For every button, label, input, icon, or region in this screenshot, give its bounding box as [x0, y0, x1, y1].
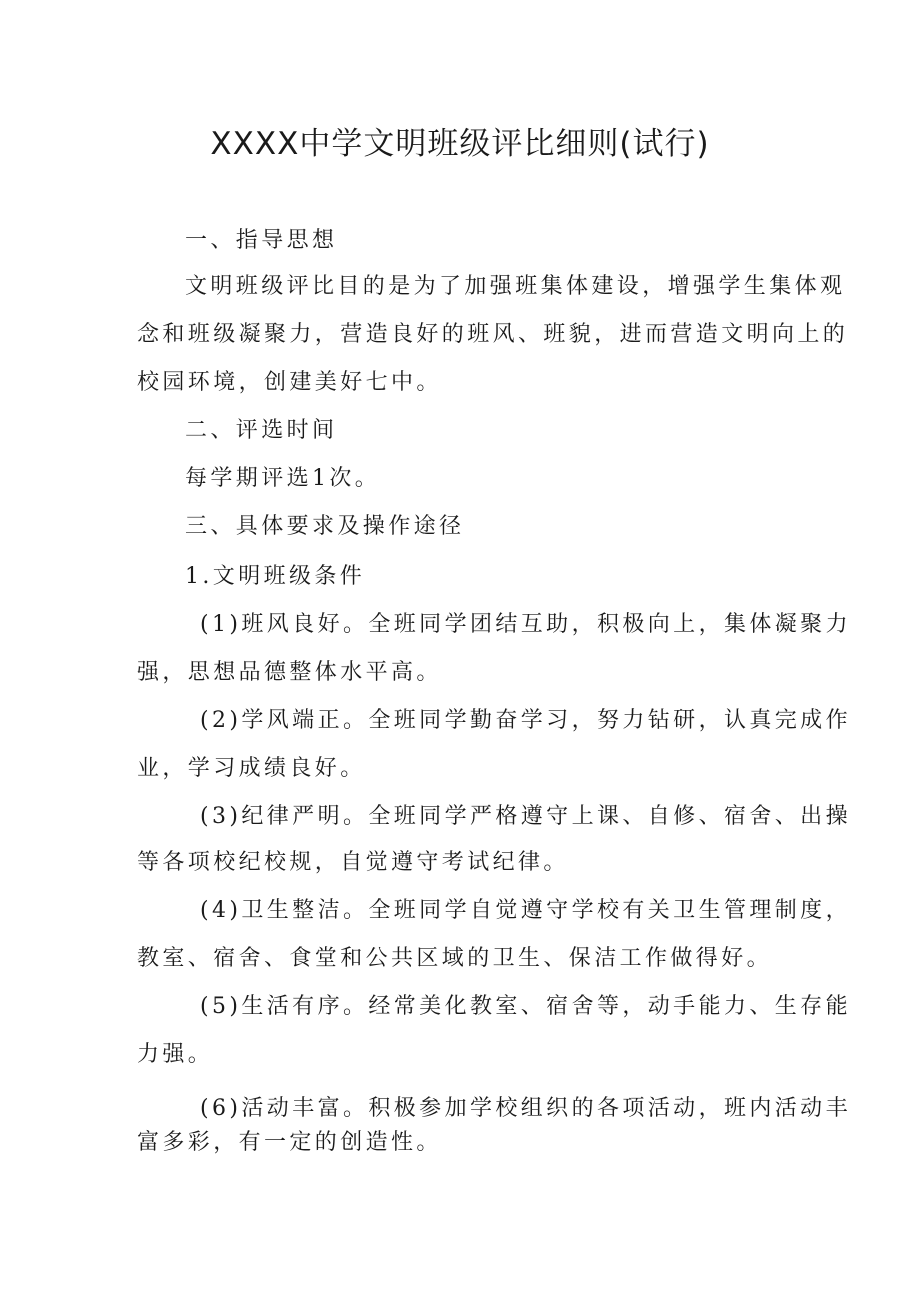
list-item-line: 力强。 — [137, 1042, 214, 1067]
document-title: XXXX中学文明班级评比细则(试行) — [210, 126, 710, 162]
paragraph-line: 每学期评选1次。 — [185, 466, 381, 491]
section-heading-guiding-thought: 一、指导思想 — [185, 228, 338, 253]
list-item-line: 业，学习成绩良好。 — [137, 756, 366, 781]
list-item-line: (5)生活有序。经常美化教室、宿舍等，动手能力、生存能 — [200, 994, 851, 1019]
paragraph-line: 念和班级凝聚力，营造良好的班风、班貌，进而营造文明向上的 — [137, 322, 849, 347]
list-item-line: 教室、宿舍、食堂和公共区域的卫生、保洁工作做得好。 — [137, 946, 773, 971]
section-heading-selection-time: 二、评选时间 — [185, 418, 338, 443]
list-item-line: 富多彩，有一定的创造性。 — [137, 1130, 442, 1155]
list-item-line: 强，思想品德整体水平高。 — [137, 660, 442, 685]
list-item-line: (6)活动丰富。积极参加学校组织的各项活动，班内活动丰 — [200, 1096, 851, 1121]
subsection-heading-conditions: 1.文明班级条件 — [185, 564, 366, 589]
list-item-line: (4)卫生整洁。全班同学自觉遵守学校有关卫生管理制度， — [200, 898, 851, 923]
paragraph-line: 校园环境，创建美好七中。 — [137, 370, 442, 395]
paragraph-line: 文明班级评比目的是为了加强班集体建设，增强学生集体观 — [185, 274, 846, 299]
list-item-line: (1)班风良好。全班同学团结互助，积极向上，集体凝聚力 — [200, 612, 851, 637]
list-item-line: (3)纪律严明。全班同学严格遵守上课、自修、宿舍、出操 — [200, 804, 851, 829]
list-item-line: (2)学风端正。全班同学勤奋学习，努力钻研，认真完成作 — [200, 708, 851, 733]
section-heading-requirements: 三、具体要求及操作途径 — [185, 514, 465, 539]
list-item-line: 等各项校纪校规，自觉遵守考试纪律。 — [137, 850, 569, 875]
